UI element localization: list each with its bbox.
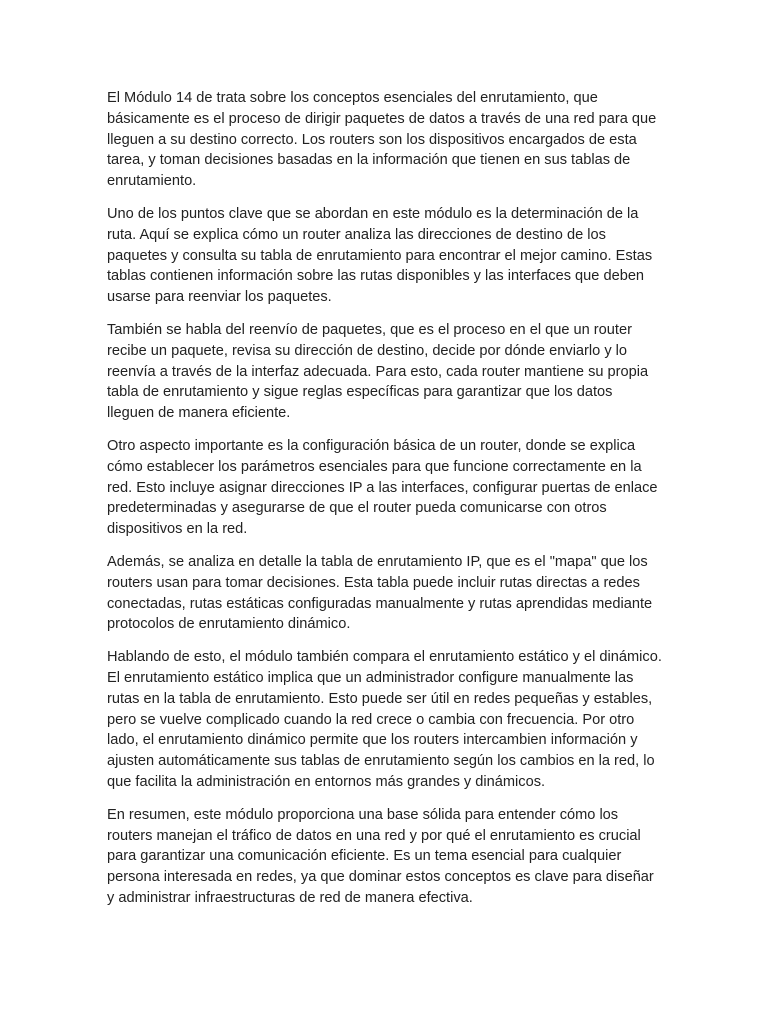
paragraph-basic-configuration: Otro aspecto importante es la configuración básica de un router, donde se explica cómo establecer los parámetros esenciales para que funcione correctamente en la red. Esto incluye asignar direcciones IP a las interfaces, configurar puertas de enlace predeterminadas y asegurarse de que el router pueda comunicarse con otros dispositivos en la red. xyxy=(107,437,658,538)
paragraph-summary: En resumen, este módulo proporciona una base sólida para entender cómo los routers manejan el tráfico de datos en una red y por qué el enrutamiento es crucial para garantizar una comunicación eficiente. Es un tema esencial para cualquier persona interesada en redes, ya que dominar estos conceptos es clave para diseñar y administrar infraestructuras de red de manera efectiva. xyxy=(107,806,654,906)
paragraph-intro: El Módulo 14 de trata sobre los conceptos esenciales del enrutamiento, que básicamente es el proceso de dirigir paquetes de datos a través de una red para que lleguen a su destino correcto. Los routers son los dispositivos encargados de esta tarea, y toman decisiones basadas en la información que tienen en sus tablas de enrutamiento. xyxy=(107,90,657,190)
paragraph-routing-table: Además, se analiza en detalle la tabla de enrutamiento IP, que es el "mapa" que los routers usan para tomar decisiones. Esta tabla puede incluir rutas directas a redes conectadas, rutas estáticas configuradas manualmente y rutas aprendidas mediante protocolos de enrutamiento dinámico. xyxy=(107,553,653,633)
paragraph-route-determination: Uno de los puntos clave que se abordan en este módulo es la determinación de la ruta. Aquí se explica cómo un router analiza las direcciones de destino de los paquetes y consulta su tabla de enrutamiento para encontrar el mejor camino. Estas tablas contienen información sobre las rutas disponibles y las interfaces que deben usarse para reenviar los paquetes. xyxy=(107,205,653,306)
document-page xyxy=(107,88,663,909)
paragraph-static-vs-dynamic: Hablando de esto, el módulo también compara el enrutamiento estático y el dinámico. El enrutamiento estático implica que un administrador configure manualmente las rutas en la tabla de enrutamiento. Esto puede ser útil en redes pequeñas y estables, pero se vuelve complicado cuando la red crece o cambia con frecuencia. Por otro lado, el enrutamiento dinámico permite que los routers intercambien información y ajusten automáticamente sus tablas de enrutamiento según los cambios en la red, lo que facilita la administración en entornos más grandes y dinámicos. xyxy=(107,649,662,790)
paragraph-packet-forwarding: También se habla del reenvío de paquetes, que es el proceso en el que un router recibe un paquete, revisa su dirección de destino, decide por dónde enviarlo y lo reenvía a través de la interfaz adecuada. Para esto, cada router mantiene su propia tabla de enrutamiento y sigue reglas específicas para garantizar que los datos lleguen de manera eficiente. xyxy=(107,321,649,422)
